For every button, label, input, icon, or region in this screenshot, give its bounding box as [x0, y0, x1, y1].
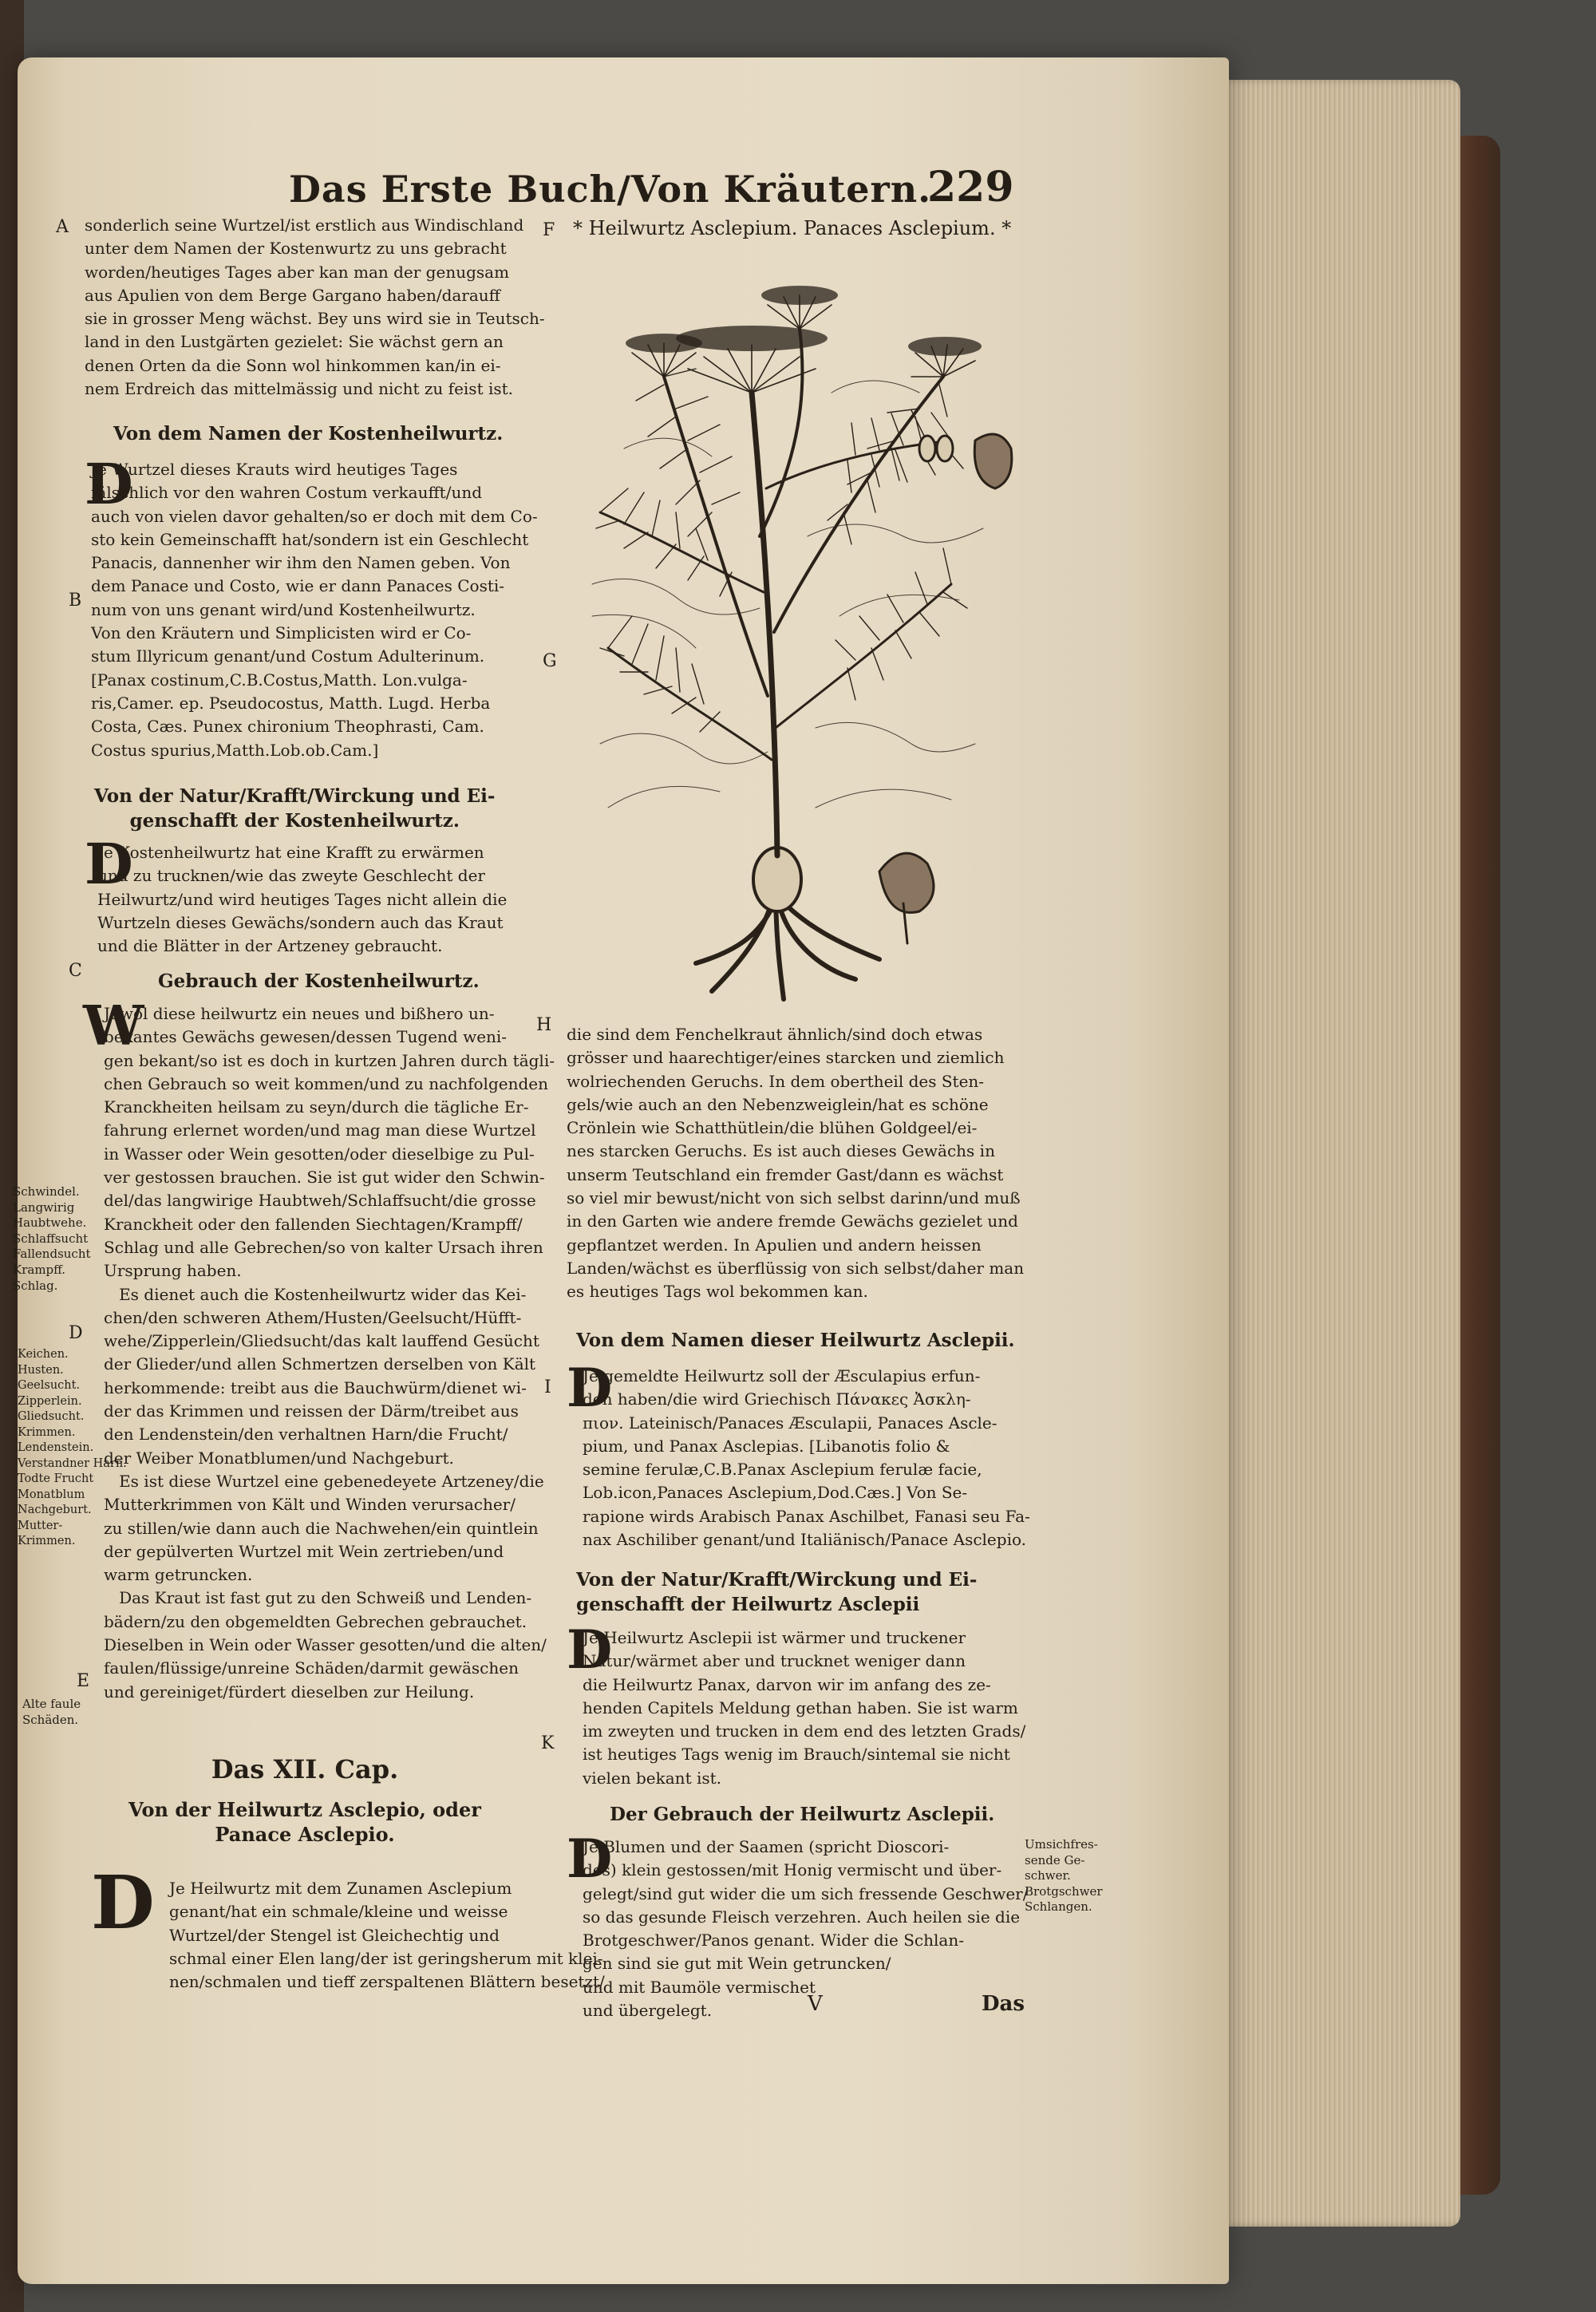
- drop-cap: D: [85, 831, 133, 897]
- heading-natur-kostenheilwurtz: Von der Natur/Krafft/Wirckung und Ei- genschafft der Kostenheilwurtz.: [94, 785, 496, 832]
- herb-woodcut-illustration: [576, 249, 1023, 1015]
- name-paragraph: Je Wurtzel dieses Krauts wird heutiges Tages fälschlich vor den wahren Costum verkaufft/und auch von vielen davor gehalten/so er doch mit dem Co- sto kein Gemeinschafft hat/sondern ist ein Geschlecht Panacis, dannenher wir ihm den Namen geben. Von dem Panace und Costo, wie er dann Panaces Costi- num von uns genant wird/und Kostenheilwurtz. Von den Kräutern und Simplicisten wird er Co- stum Illyricum genant/und Costum Adulterinum. [Panax costinum,C.B.Costus,Matth. Lon.vulga- ris,Camer. ep. Pseudocostus, Matth. Lugd. Herba Costa, Cæs. Punex chironium Theophrasti, Cam. Costus spurius,Matth.Lob.ob.Cam.]: [91, 460, 538, 760]
- margin-marker-h: H: [536, 1015, 552, 1035]
- running-head: Das Erste Buch/Von Kräutern.: [289, 168, 932, 211]
- intro-paragraph: sonderlich seine Wurtzel/ist erstlich aus Windischland unter dem Namen der Kostenwurtz zu uns gebracht worden/heutiges Tages aber kan man der genugsam aus Apulien von dem Berge Gargano haben/darauff sie in grosser Meng wächst. Bey uns wird sie in Teutsch- land in den Lustgärten gezielet: Sie wächst gern an denen Orten da die Sonn wol hinkommen kan/in ei- nem Erdreich das mittelmässig und nicht zu feist ist.: [85, 215, 545, 399]
- right-natur-paragraph: Je Heilwurtz Asclepii ist wärmer und truckener Natur/wärmet aber und trucknet weniger dann die Heilwurtz Panax, darvon wir im anfang des ze- henden Capitels Meldung gethan haben. Sie ist warm im zweyten und trucken in dem end des letzten Grads/ ist heutiges Tags wenig im Brauch/sintemal sie nicht vielen bekant ist.: [583, 1628, 1026, 1788]
- page-edges: [1221, 80, 1460, 2227]
- illustration-caption: * Heilwurtz Asclepium. Panaces Asclepium. *: [573, 217, 1012, 239]
- right-intro-paragraph: die sind dem Fenchelkraut ähnlich/sind doch etwas grösser und haarechtiger/eines starcken und ziemlich wolriechenden Geruchs. In dem obertheil des Sten- gels/wie auch an den Nebenzweiglein/hat es schöne Crönlein wie Schatthütlein/die blühen Goldgeel/ei- nes starcken Geruchs. Es ist auch dieses Gewächs in unserm Teutschland ein fremder Gast/dann es wächst so viel mir bewust/nicht von sich selbst darinn/und muß in den Garten wie andere fremde Gewächs gezielet und gepflantzet werden. In Apulien und andern heissen Landen/wächst es überflüssig von sich selbst/daher man es heutiges Tags wol bekommen kan.: [567, 1025, 1025, 1302]
- heading-name-kostenheilwurtz: Von dem Namen der Kostenheilwurtz.: [113, 423, 504, 445]
- heading-natur-heilwurtz: Von der Natur/Krafft/Wirckung und Ei- genschafft der Heilwurtz Asclepii: [576, 1569, 978, 1615]
- margin-marker-c: C: [69, 961, 82, 981]
- margin-marker-g: G: [543, 651, 557, 671]
- right-name-paragraph: Je gemeldte Heilwurtz soll der Æsculapius erfun- den haben/die wird Griechisch Πάνακες Ἀσκλη- πιον. Lateinisch/Panaces Æsculapii, Panaces Ascle- pium, und Panax Asclepias. [Libanotis folio & semine ferulæ,C.B.Panax Asclepium ferulæ facie, Lob.icon,Panaces Asclepium,Dod.Cæs.] Von Se- rapione wirds Arabisch Panax Aschilbet, Fanasi seu Fa- nax Aschiliber genant/und Italiänisch/Panace Asclepio.: [583, 1366, 1030, 1550]
- margin-marker-b: B: [69, 591, 82, 611]
- margin-marker-i: I: [544, 1377, 551, 1397]
- natur-paragraph: Je Kostenheilwurtz hat eine Krafft zu erwärmen und zu trucknen/wie das zweyte Geschlecht der Heilwurtz/und wird heutiges Tages nicht allein die Wurtzeln dieses Gewächs/sondern auch das Kraut und die Blätter in der Artzeney gebraucht.: [97, 843, 508, 956]
- chapter-heading: Das XII. Cap.: [211, 1754, 399, 1784]
- margin-marker-d: D: [69, 1323, 83, 1343]
- drop-cap-large: D: [91, 1859, 155, 1946]
- catchword: Das: [982, 1992, 1025, 2016]
- margin-note-ailments-2: Keichen. Husten. Geelsucht. Zipperlein. Gliedsucht. Krimmen. Lendenstein. Verstandner Harn. Todte Frucht Monatblum Nachgeburt. Mutter- Krimmen.: [18, 1348, 127, 1547]
- book-page: [13, 57, 1229, 2284]
- margin-marker-e: E: [77, 1671, 90, 1691]
- margin-marker-a: A: [56, 217, 69, 237]
- margin-note-ailments-3: Alte faule Schäden.: [22, 1697, 81, 1727]
- right-gebrauch-paragraph: Je Blumen und der Saamen (spricht Dioscori- des) klein gestossen/mit Honig vermischt und über- gelegt/sind gut wider die um sich fressende Geschwer/ so das gesunde Fleisch verzehren. Auch heilen sie die Brotgeschwer/Panos genant. Wider die Schlan- gen sind sie gut mit Wein getruncken/ und mit Baumöle vermischet und übergelegt.: [583, 1837, 1029, 2021]
- drop-cap: W: [83, 994, 144, 1058]
- chapter-paragraph: Je Heilwurtz mit dem Zunamen Asclepium genant/hat ein schmale/kleine und weisse Wurtzel/der Stengel ist Gleichechtig und schmal einer Elen lang/der ist geringsherum mit klei- nen/schmalen und tieff zerspaltenen Blättern besetzt/: [169, 1879, 605, 1992]
- margin-note-ailments-right: Umsichfres- sende Ge- schwer. Brotgschwer Schlangen.: [1025, 1837, 1103, 1915]
- drop-cap: D: [567, 1828, 613, 1890]
- margin-marker-f: F: [543, 220, 555, 240]
- signature-mark: V: [808, 1992, 823, 2016]
- heading-gebrauch-kostenheilwurtz: Gebrauch der Kostenheilwurtz.: [158, 970, 480, 992]
- gebrauch-paragraph: Jewol diese heilwurtz ein neues und bißhero un- bekantes Gewächs gewesen/dessen Tugend weni- gen bekant/so ist es doch in kurtzen Jahren durch tägli- chen Gebrauch so weit kommen/und zu nachfolgenden Kranckheiten heilsam zu seyn/durch die tägliche Er- fahrung erlernet worden/und mag man diese Wurtzel in Wasser oder Wein gesotten/oder dieselbige zu Pul- ver gestossen brauchen. Sie ist gut wider den Schwin- del/das langwirige Haubtweh/Schlaffsucht/die grosse Kranckheit oder den fallenden Siechtagen/Krampff/ Schlag und alle Gebrechen/so von kalter Ursach ihren Ursprung haben. Es dienet auch die Kostenheilwurtz wider das Kei- chen/den schweren Athem/Husten/Geelsucht/Hüfft- wehe/Zipperlein/Gliedsucht/das kalt lauffend Gesücht der Glieder/und allen Schmertzen derselben von Kält herkommende: treibt aus die Bauchwürm/dienet wi- der das Krimmen und reissen der Därm/treibet aus den Lendenstein/den verhaltnen Harn/die Frucht/ der Weiber Monatblumen/und Nachgeburt. Es ist diese Wurtzel eine gebenedeyete Artzeney/die Mutterkrimmen von Kält und Winden verursacher/ zu stillen/wie dann auch die Nachwehen/ein quintlein der gepülverten Wurtzel mit Wein zertrieben/und warm getruncken. Das Kraut ist fast gut zu den Schweiß und Lenden- bädern/zu den obgemeldten Gebrechen gebrauchet. Dieselben in Wein oder Wasser gesotten/und die alten/ faulen/flüssige/unreine Schäden/darmit gewäschen und gereiniget/fürdert dieselben zur Heilung.: [104, 1004, 555, 1701]
- drop-cap: D: [85, 451, 133, 517]
- heading-gebrauch-heilwurtz: Der Gebrauch der Heilwurtz Asclepii.: [610, 1804, 995, 1825]
- chapter-subheading: Von der Heilwurtz Asclepio, oder Panace Asclepio.: [128, 1798, 481, 1846]
- margin-marker-k: K: [541, 1733, 555, 1753]
- drop-cap: D: [567, 1618, 613, 1681]
- drop-cap: D: [567, 1357, 613, 1419]
- margin-note-ailments-1: Schwindel. Langwirig Haubtwehe. Schlaffsucht Fallendsucht Krampff. Schlag.: [13, 1184, 91, 1293]
- heading-name-heilwurtz: Von dem Namen dieser Heilwurtz Asclepii.: [576, 1330, 1015, 1351]
- page-number: 229: [927, 163, 1014, 211]
